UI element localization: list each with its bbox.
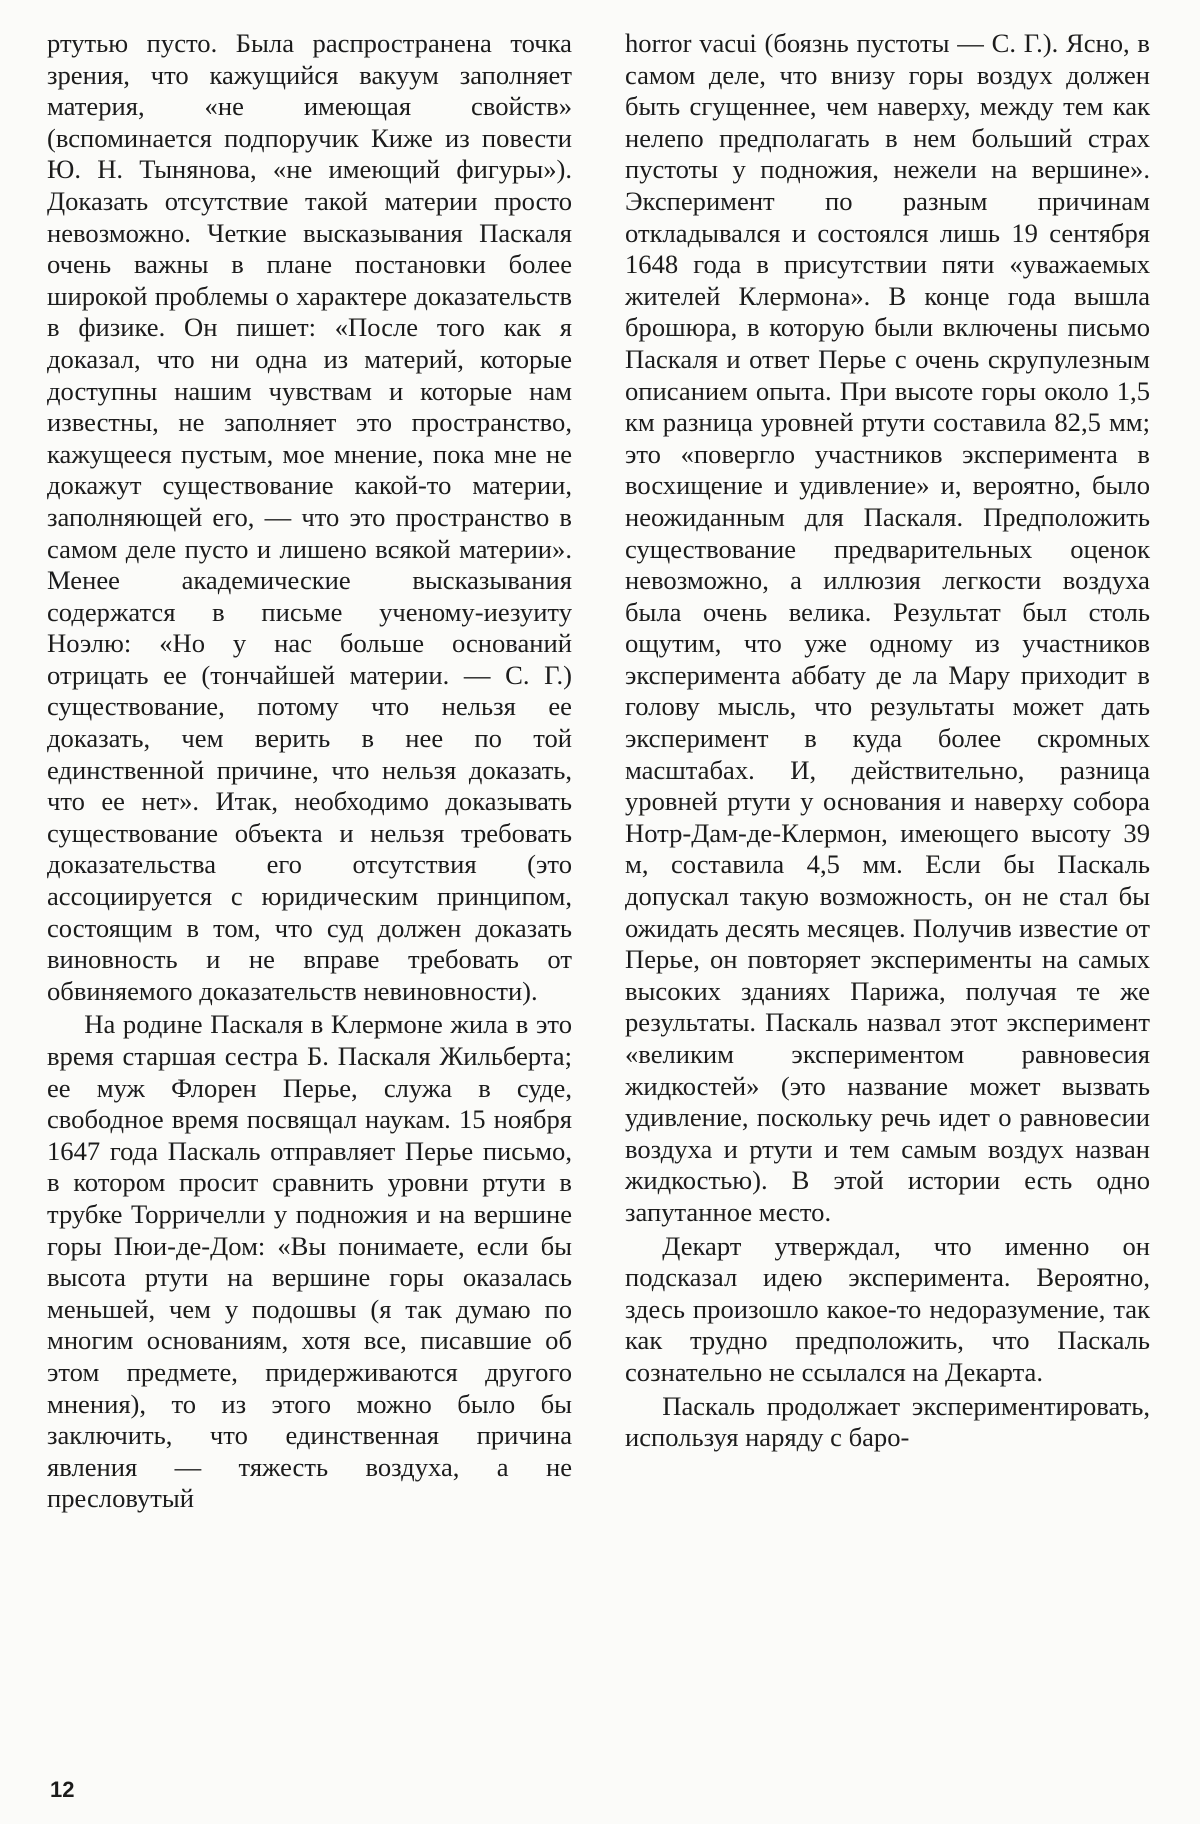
right-column <box>625 28 1150 1454</box>
paragraph: horror vacui (боязнь пустоты — С. Г.). Ясно, в самом деле, что внизу горы воздух должен быть сгущеннее, чем наверху, между тем как нелепо предполагать в нем больший страх пустоты у подножия, нежели на вершине». Эксперимент по разным причинам откладывался и состоялся лишь 19 сентября 1648 года в присутствии пяти «уважаемых жителей Клермона». В конце года вышла брошюра, в которую были включены письмо Паскаля и ответ Перье с очень скрупулезным описанием опыта. При высоте горы около 1,5 км разница уровней ртути составила 82,5 мм; это «повергло участников эксперимента в восхищение и удивление» и, вероятно, было неожиданным для Паскаля. Предположить существование предварительных оценок невозможно, а иллюзия легкости воздуха была очень велика. Результат был столь ощутим, что уже одному из участников эксперимента аббату де ла Мару приходит в голову мысль, что результаты может дать эксперимент в куда более скромных масштабах. И, действительно, разница уровней ртути у основания и наверху собора Нотр-Дам-де-Клермон, имеющего высоту 39 м, составила 4,5 мм. Если бы Паскаль допускал такую возможность, он не стал бы ожидать десять месяцев. Получив известие от Перье, он повторяет эксперименты на самых высоких зданиях Парижа, получая те же результаты. Паскаль назвал этот эксперимент «великим экспериментом равновесия жидкостей» (это название может вызвать удивление, поскольку речь идет о равновесии воздуха и ртути и тем самым воздух назван жидкостью). В этой истории есть одно запутанное место. <box>625 28 1150 1227</box>
paragraph: ртутью пусто. Была распространена точка зрения, что кажущийся вакуум заполняет материя, «не имеющая свойств» (вспоминается подпоручик Киже из повести Ю. Н. Тынянова, «не имеющий фигуры»). Доказать отсутствие такой материи просто невозможно. Четкие высказывания Паскаля очень важны в плане постановки более широкой проблемы о характере доказательств в физике. Он пишет: «После того как я доказал, что ни одна из материй, которые доступны нашим чувствам и которые нам известны, не заполняет это пространство, кажущееся пустым, мое мнение, пока мне не докажут существование какой-то материи, заполняющей его, — что это пространство в самом деле пусто и лишено всякой материи». Менее академические высказывания содержатся в письме ученому-иезуиту Ноэлю: «Но у нас больше оснований отрицать ее (тончайшей материи. — С. Г.) существование, потому что нельзя ее доказать, чем верить в нее по той единственной причине, что нельзя доказать, что ее нет». Итак, необходимо доказывать существование объекта и нельзя требовать доказательства его отсутствия (это ассоциируется с юридическим принципом, состоящим в том, что суд должен доказать виновность и не вправе требовать от обвиняемого доказательств невиновности). <box>47 28 572 1006</box>
page-number: 12 <box>50 1777 75 1802</box>
paragraph: Паскаль продолжает экспериментировать, используя наряду с баро- <box>625 1390 1150 1453</box>
paragraph: Декарт утверждал, что именно он подсказал идею эксперимента. Вероятно, здесь произошло какое-то недоразумение, так как трудно предположить, что Паскаль сознательно не ссылался на Декарта. <box>625 1230 1150 1387</box>
left-column <box>47 28 572 1515</box>
paragraph: На родине Паскаля в Клермоне жила в это время старшая сестра Б. Паскаля Жильберта; ее муж Флорен Перье, служа в суде, свободное время посвящал наукам. 15 ноября 1647 года Паскаль отправляет Перье письмо, в котором просит сравнить уровни ртути в трубке Торричелли у подножия и на вершине горы Пюи-де-Дом: «Вы понимаете, если бы высота ртути на вершине горы оказалась меньшей, чем у подошвы (я так думаю по многим основаниям, хотя все, писавшие об этом предмете, придерживаются другого мнения), то из этого можно было бы заключить, что единственная причина явления — тяжесть воздуха, а не пресловутый <box>47 1009 572 1514</box>
